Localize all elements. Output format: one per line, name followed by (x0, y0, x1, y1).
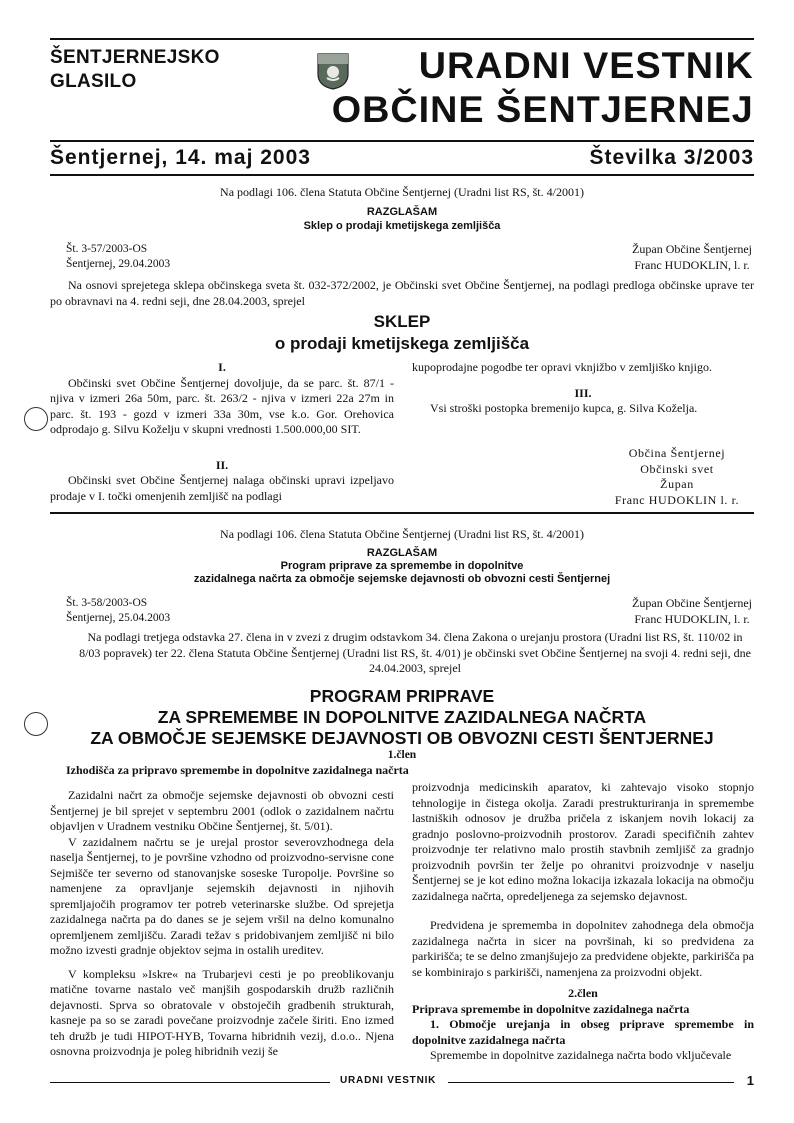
act2-left-para2: V zazidalnem načrtu se je urejal prostor severovzhodnega dela naselja Šentjernej, to je površine vzhodno od proizvodno-servisne cone Sejmišče ter severno od stanovanjske soseske Turopolje. Površine so namenjene za opravljanje sejemskih dejavnosti in njihovih spremljajočih programov ter potreb veterinarske službe. Od sprejetja zazidalnega načrta pa do danes se je sejem vršil na delno komunalno opremljenem zemljišču. Zaradi težav s pridobivanjem zemljišč ni bilo možno izvesti gradnje objektov sejma in ostalih ureditev. (50, 834, 394, 957)
act2-art2-subtitle: Priprava spremembe in dopolnitve zazidalnega načrta (412, 1001, 690, 1016)
act2-right-para2: Predvidena je sprememba in dopolnitev zahodnega dela območja zazidalnega načrta in sicer na površinah, ki so predvidena za parkirišča; te se delno zmanjšujejo za predvidene objekte, parkirišča pa se kombinirajo s parkirišči, namenjena za proizvodni objekt. (412, 918, 754, 979)
act1-sec3-title: III. (574, 385, 592, 400)
act2-left-para3: V kompleksu »Iskre« na Trubarjevi cesti je po preoblikovanju matične tovarne nastalo več manjših gospodarskih družb različnih dejavnosti. Sprva so obratovale v obstoječih gradbenih strukturah, kasneje pa so se zaradi povečane proizvodnje začele širiti. Eno izmed teh družb je tudi HIPOT-HYB, Tovarna hibridnih vezij, d.o.o.. Njena osnovna proizvodnja je poleg hibridnih vezij še (50, 966, 394, 1058)
date-bar (50, 146, 754, 172)
act1-closing-line3: Župan (660, 477, 694, 491)
act1-sec3-text: Vsi stroški postopka bremenijo kupca, g. Silva Koželja. (430, 401, 698, 415)
act1-right-column (412, 360, 754, 417)
act1-closing-line2: Občinski svet (640, 461, 714, 476)
masthead-left-line2: GLASILO (50, 71, 137, 92)
act2-left-column (50, 788, 394, 1060)
masthead-left (50, 46, 220, 94)
act1-preamble: Na podlagi 106. člena Statuta Občine Šentjernej (Uradni list RS, št. 4/2001) (220, 185, 584, 199)
masthead-rule (50, 140, 754, 142)
act2-sign-title: Župan Občine Šentjernej (632, 596, 752, 610)
top-rule (50, 38, 754, 40)
act1-intro (50, 278, 754, 309)
act2-ref-date: Šentjernej, 25.04.2003 (66, 612, 171, 624)
punch-hole-mark-2 (24, 712, 48, 736)
act1-sec2-continued: kupoprodajne pogodbe ter opravi vknjižbo v zemljiško knjigo. (412, 360, 712, 374)
act1-sec1-title: I. (218, 360, 226, 374)
date-rule (50, 174, 754, 176)
act2-right-para1: proizvodnja medicinskih aparatov, ki zahtevajo visoko stopnjo tehnologije in čistega okolja. Zaradi prestrukturiranja in spremembe lastniških odnosov je družba pričela z iskanjem novih lokacij za gradnjo poslovno-proizvodnih prostorov. Zaradi specifičnih zahtev proizvodnje ter relativno malo prostih stavbnih zemljišč za gradnjo proizvodnih površin ter želje po ohranitvi proizvodnje v naselju Šentjernej se je kot edino možna lokacija izkazala lokacija na območju zazidalnega načrta, opredeljenega za sejemsko dejavnost. (412, 780, 754, 903)
act2-art2-item: 1. Območje urejanja in obseg priprave spremembe in dopolnitve zazidalnega načrta (412, 1017, 754, 1047)
act2-proclaim-title: RAZGLAŠAM (366, 547, 438, 559)
act2-signature (632, 596, 752, 627)
act1-intro-text: Na osnovi sprejetega sklepa občinskega sveta št. 032-372/2002, je Občinski svet Občine Šentjernej, na podlagi predloga občinske uprave ter po obravnavi na 4. redni seji, dne 28.04.2003, sprejel (50, 278, 754, 308)
act1-closing-line4: Franc HUDOKLIN l. r. (614, 492, 740, 507)
act1-left-column (50, 360, 394, 504)
act1-heading-line2: o prodaji kmetijskega zemljišča (274, 334, 530, 353)
act1-sign-title: Župan Občine Šentjernej (632, 242, 752, 256)
act1-sec2-text: Občinski svet Občine Šentjernej nalaga občinski upravi izpeljavo prodaje v I. točki omenjenih zemljišč na podlagi (50, 473, 394, 503)
act2-left-para1: Zazidalni načrt za območje sejemske dejavnosti ob obvozni cesti Šentjernej je bil sprejet v septembru 2001 (odlok o zazidalnem načrtu objavljen v Uradnem vestniku Občine Šentjernej, št. 5/01). (50, 788, 394, 833)
act1-heading (50, 311, 754, 355)
act1-sign-name: Franc HUDOKLIN, l. r. (634, 257, 750, 272)
punch-hole-mark (24, 407, 48, 431)
act2-sign-name: Franc HUDOKLIN, l. r. (634, 611, 750, 626)
act2-proclaim (50, 547, 754, 586)
act2-art1-title: 1.člen (387, 749, 417, 761)
act2-proclaim-subtitle2: zazidalnega načrta za območje sejemske dejavnosti ob obvozni cesti Šentjernej (193, 573, 611, 585)
footer-rule-left (50, 1082, 330, 1083)
act1-ref-date: Šentjernej, 29.04.2003 (66, 258, 171, 270)
act2-proclaim-subtitle1: Program priprave za spremembe in dopolnitve (280, 560, 524, 572)
footer-rule-right (448, 1082, 734, 1083)
act1-proclaim (50, 205, 754, 233)
act1-ref-number: Št. 3-57/2003-OS (66, 243, 148, 255)
act1-sec1-text: Občinski svet Občine Šentjernej dovoljuje, da se parc. št. 87/1 - njiva v izmeri 26a 50m, parc. št. 263/2 - njiva v izmeri 22a 27m in parc. št. 193 - gozd v izmeri 33a 30m, vse k.o. Gor. Orehovica odprodajo g. Silvu Koželju v skupni vrednosti 1.500.000,00 SIT. (50, 375, 394, 436)
act2-art2-text: Spremembe in dopolnitve zazidalnega načrta bodo vključevale (430, 1048, 732, 1062)
act1-proclaim-subtitle: Sklep o prodaji kmetijskega zemljišča (303, 220, 501, 232)
act2-ref-number: Št. 3-58/2003-OS (66, 597, 148, 609)
act1-proclaim-title: RAZGLAŠAM (366, 206, 438, 218)
act2-right-column (412, 780, 754, 1064)
footer-label: URADNI VESTNIK (340, 1075, 437, 1086)
issue-date: Šentjernej, 14. maj 2003 (50, 146, 311, 169)
act1-closing-line1: Občina Šentjernej (628, 446, 726, 460)
masthead-title (332, 44, 754, 132)
act1-closing (602, 446, 752, 508)
act2-heading-line2: ZA SPREMEMBE IN DOPOLNITVE ZAZIDALNEGA NAČRTA (157, 707, 647, 727)
page-number: 1 (746, 1073, 754, 1088)
act2-heading-line1: PROGRAM PRIPRAVE (309, 686, 495, 706)
masthead-left-line1: ŠENTJERNEJSKO (50, 47, 220, 68)
act2-reference (66, 596, 170, 626)
act2-intro: Na podlagi tretjega odstavka 27. člena in v zvezi z drugim odstavkom 34. člena Zakona o urejanju prostora (Uradni list RS, št. 110/02 in 8/03 popravek) ter 22. člena Statuta Občine Šentjernej (Uradni list RS, št. 4/01) je občinski svet Občine Šentjernej na svoji 4. redni seji, dne 24.04.2003, sprejel (79, 630, 751, 675)
issue-number: Številka 3/2003 (589, 146, 754, 169)
act2-art1-subtitle: Izhodišča za pripravo spremembe in dopolnitve zazidalnega načrta (66, 763, 409, 777)
masthead-title-line1: URADNI VESTNIK (418, 45, 754, 86)
act2-heading (50, 686, 754, 749)
act1-reference (66, 242, 170, 272)
act1-signature (632, 242, 752, 273)
act2-heading-line3: ZA OBMOČJE SEJEMSKE DEJAVNOSTI OB OBVOZNI CESTI ŠENTJERNEJ (90, 728, 714, 748)
act1-sec2-title: II. (215, 457, 229, 472)
act1-heading-line1: SKLEP (373, 312, 431, 331)
act2-art2-title: 2.člen (568, 986, 598, 1000)
masthead-title-line2: OBČINE ŠENTJERNEJ (331, 89, 754, 130)
section-divider (50, 512, 754, 514)
act2-preamble: Na podlagi 106. člena Statuta Občine Šentjernej (Uradni list RS, št. 4/2001) (220, 527, 584, 541)
